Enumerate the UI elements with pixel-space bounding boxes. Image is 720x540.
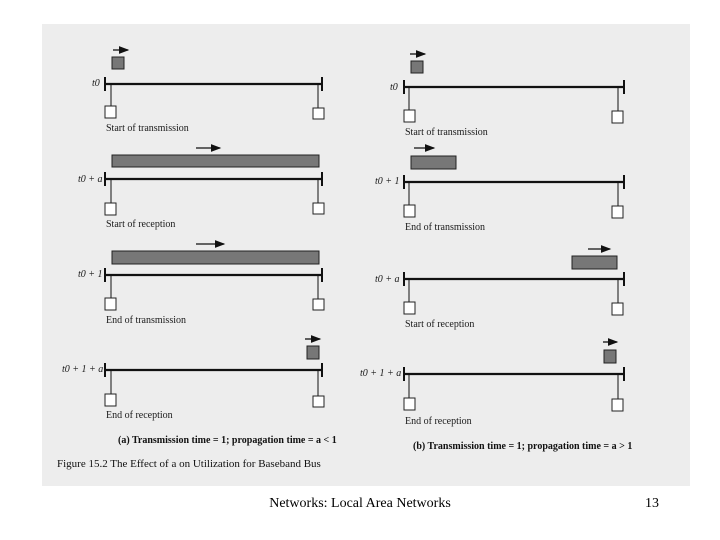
panel-a-stage-4 bbox=[62, 339, 324, 421]
station-box bbox=[612, 111, 623, 123]
signal-frame bbox=[604, 350, 616, 363]
panel-b-stage-3 bbox=[375, 249, 624, 330]
signal-frame bbox=[112, 251, 319, 264]
station-box bbox=[105, 394, 116, 406]
panel-a-subtitle: (a) Transmission time = 1; propagation time = a < 1 bbox=[118, 435, 337, 446]
stage-caption: Start of reception bbox=[405, 319, 475, 330]
slide-footer bbox=[0, 496, 720, 516]
station-box bbox=[612, 206, 623, 218]
signal-frame bbox=[307, 346, 319, 359]
panel-a bbox=[62, 50, 337, 446]
stage-caption: End of transmission bbox=[405, 222, 485, 233]
time-label: t0 + 1 bbox=[78, 269, 103, 280]
panel-a-stage-2 bbox=[78, 148, 324, 230]
stage-caption: End of reception bbox=[405, 416, 472, 427]
station-box bbox=[105, 298, 116, 310]
station-box bbox=[313, 396, 324, 407]
panel-b-stage-1 bbox=[390, 54, 624, 138]
stage-caption: End of transmission bbox=[106, 315, 186, 326]
signal-frame bbox=[112, 57, 124, 69]
station-box bbox=[612, 399, 623, 411]
time-label: t0 + 1 bbox=[375, 176, 400, 187]
station-box bbox=[612, 303, 623, 315]
stage-caption: Start of transmission bbox=[405, 127, 488, 138]
time-label: t0 bbox=[390, 82, 398, 93]
station-box bbox=[313, 203, 324, 214]
stage-caption: Start of transmission bbox=[106, 123, 189, 134]
station-box bbox=[404, 302, 415, 314]
footer-title: Networks: Local Area Networks bbox=[269, 496, 451, 511]
signal-frame bbox=[411, 156, 456, 169]
panel-a-stage-3 bbox=[78, 244, 324, 326]
station-box bbox=[313, 108, 324, 119]
time-label: t0 + 1 + a bbox=[62, 364, 104, 375]
time-label: t0 + a bbox=[78, 174, 103, 185]
panel-a-stage-1 bbox=[92, 50, 324, 134]
time-label: t0 + 1 + a bbox=[360, 368, 402, 379]
panel-b-subtitle: (b) Transmission time = 1; propagation time = a > 1 bbox=[413, 441, 633, 452]
panel-b-stage-2 bbox=[375, 148, 624, 233]
station-box bbox=[105, 203, 116, 215]
station-box bbox=[404, 205, 415, 217]
panel-b-stage-4 bbox=[360, 342, 624, 427]
signal-frame bbox=[112, 155, 319, 167]
signal-frame bbox=[411, 61, 423, 73]
time-label: t0 + a bbox=[375, 274, 400, 285]
station-box bbox=[313, 299, 324, 310]
stage-caption: End of reception bbox=[106, 410, 173, 421]
station-box bbox=[404, 110, 415, 122]
page-number: 13 bbox=[645, 496, 659, 511]
station-box bbox=[105, 106, 116, 118]
stage-caption: Start of reception bbox=[106, 219, 176, 230]
station-box bbox=[404, 398, 415, 410]
panel-b bbox=[360, 54, 632, 452]
figure-caption: Figure 15.2 The Effect of a on Utilization for Baseband Bus bbox=[57, 458, 321, 470]
signal-frame bbox=[572, 256, 617, 269]
time-label: t0 bbox=[92, 78, 100, 89]
